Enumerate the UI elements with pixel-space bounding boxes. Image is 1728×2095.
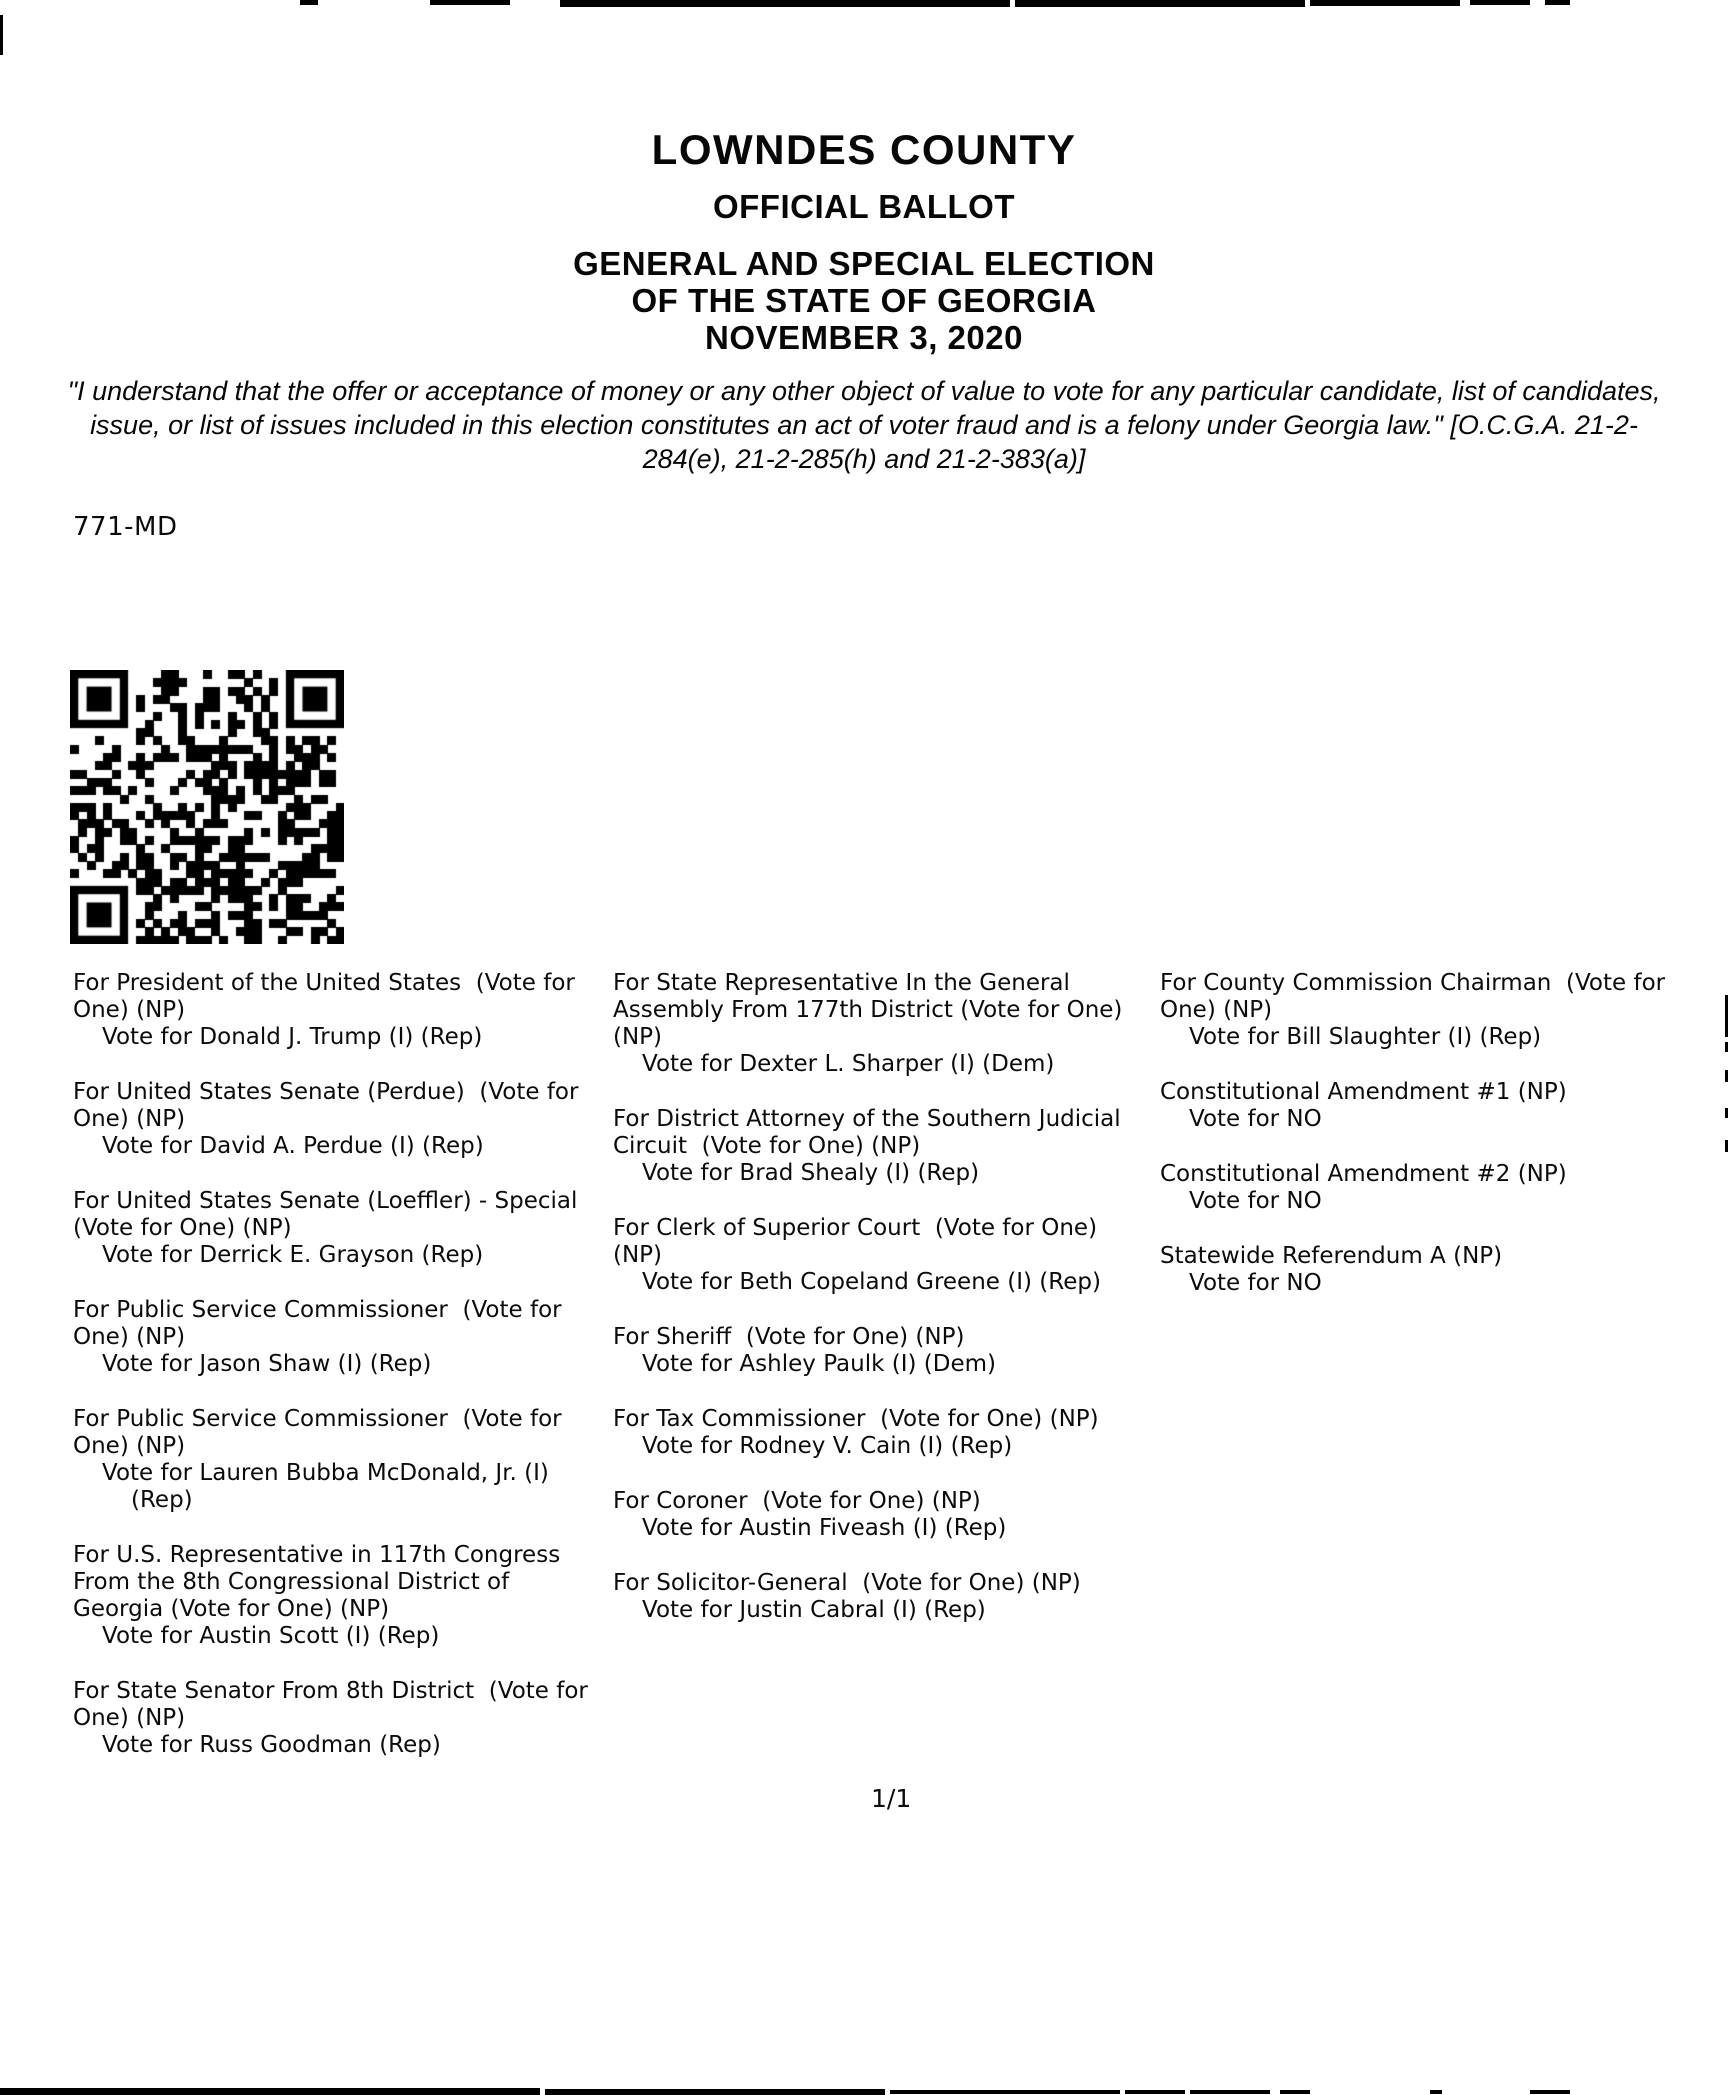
contest-selection: Vote for NO (1189, 1270, 1322, 1296)
contest (1160, 1243, 1708, 1297)
contest-columns (73, 970, 1708, 1787)
official-ballot-title: OFFICIAL BALLOT (712, 188, 1016, 225)
election-date: NOVEMBER 3, 2020 (705, 319, 1023, 356)
contest (73, 1406, 613, 1514)
scan-artifact (1545, 0, 1570, 5)
contest-selection: Vote for Russ Goodman (Rep) (102, 1732, 441, 1758)
contest (613, 970, 1160, 1078)
scan-artifact (0, 15, 3, 55)
voter-fraud-disclaimer: "I understand that the offer or acceptance of money or any other object of value to vote for any particular candidate, list of candidates, issue, or list of issues included in this election constitutes an act of voter fraud and is a felony under Georgia law." [O.C.G.A. 21-2-284(e), 21-2-285(h) and 21-2-383(a)] (67, 376, 1661, 474)
contest-title: For United States Senate (Loeffler) - Special (Vote for One) (NP) (73, 1188, 593, 1241)
scan-artifact (1190, 2090, 1270, 2094)
contest-title: For Sheriff (Vote for One) (NP) (613, 1324, 965, 1350)
election-title (0, 245, 1728, 356)
contest-selection: Vote for Derrick E. Grayson (Rep) (102, 1242, 484, 1268)
county-title: LOWNDES COUNTY (651, 126, 1077, 173)
contest (73, 970, 613, 1051)
contest-selection: Vote for Bill Slaughter (I) (Rep) (1189, 1024, 1542, 1050)
contest-title: For Solicitor-General (Vote for One) (NP) (613, 1570, 1081, 1596)
contest (613, 1488, 1160, 1542)
scan-artifact (300, 0, 318, 5)
contest-title: For U.S. Representative in 117th Congress From the 8th Congressional District of Georgia (Vote for One) (NP) (73, 1542, 568, 1622)
contest (613, 1215, 1160, 1296)
contest-selection: Vote for Dexter L. Sharper (I) (Dem) (642, 1051, 1055, 1077)
scan-artifact (1280, 2090, 1310, 2094)
scan-artifact (1310, 0, 1460, 6)
contest-selection: Vote for Lauren Bubba McDonald, Jr. (I) (Rep) (102, 1460, 557, 1513)
contest-title: Constitutional Amendment #1 (NP) (1160, 1079, 1567, 1105)
contest-selection: Vote for Brad Shealy (I) (Rep) (642, 1160, 980, 1186)
contest-title: For Coroner (Vote for One) (NP) (613, 1488, 981, 1514)
contest (613, 1570, 1160, 1624)
scan-artifact (430, 0, 510, 5)
contest (73, 1678, 613, 1759)
scan-artifact (560, 0, 1010, 7)
contest (613, 1406, 1160, 1460)
qr-code-image (70, 670, 344, 944)
scan-artifact (1470, 0, 1530, 5)
contest-selection: Vote for Justin Cabral (I) (Rep) (642, 1597, 986, 1623)
contest (613, 1324, 1160, 1378)
scan-artifact (890, 2090, 1120, 2094)
scan-artifact (0, 2088, 540, 2095)
scan-artifact (1125, 2090, 1185, 2094)
contest-selection: Vote for Beth Copeland Greene (I) (Rep) (642, 1269, 1101, 1295)
contest-title: For Public Service Commissioner (Vote for One) (NP) (73, 1406, 569, 1459)
contest-selection: Vote for Jason Shaw (I) (Rep) (102, 1351, 432, 1377)
scan-artifact (1530, 2090, 1570, 2094)
contest-selection: Vote for Ashley Paulk (I) (Dem) (642, 1351, 996, 1377)
contest-title: For County Commission Chairman (Vote for One) (NP) (1160, 970, 1673, 1023)
precinct-code: 771-MD (73, 512, 178, 542)
contest (73, 1188, 613, 1269)
contest (1160, 1079, 1708, 1133)
contest (1160, 970, 1708, 1051)
page-indicator: 1/1 (871, 1784, 912, 1813)
scan-artifact (1015, 0, 1305, 7)
contest (73, 1297, 613, 1378)
contest-selection: Vote for NO (1189, 1106, 1322, 1132)
scan-artifact (545, 2089, 885, 2095)
contest-title: For United States Senate (Perdue) (Vote for One) (NP) (73, 1079, 586, 1132)
election-title-line1: GENERAL AND SPECIAL ELECTION (573, 245, 1155, 282)
contest-title: For President of the United States (Vote for One) (NP) (73, 970, 583, 1023)
contest-title: Statewide Referendum A (NP) (1160, 1243, 1503, 1269)
contest-column-1 (73, 970, 613, 1787)
contest (1160, 1161, 1708, 1215)
contest-selection: Vote for Rodney V. Cain (I) (Rep) (642, 1433, 1013, 1459)
contest-title: For State Senator From 8th District (Vote for One) (NP) (73, 1678, 596, 1731)
contest-title: For Tax Commissioner (Vote for One) (NP) (613, 1406, 1099, 1432)
contest-title: For District Attorney of the Southern Judicial Circuit (Vote for One) (NP) (613, 1106, 1128, 1159)
contest (73, 1542, 613, 1650)
scan-artifact (1430, 2090, 1442, 2094)
ballot-header (0, 128, 1728, 356)
contest-title: For State Representative In the General Assembly From 177th District (Vote for One) (NP) (613, 970, 1130, 1050)
contest (73, 1079, 613, 1160)
contest-selection: Vote for David A. Perdue (I) (Rep) (102, 1133, 484, 1159)
contest-title: Constitutional Amendment #2 (NP) (1160, 1161, 1567, 1187)
contest-selection: Vote for Austin Fiveash (I) (Rep) (642, 1515, 1007, 1541)
election-title-line2: OF THE STATE OF GEORGIA (631, 282, 1097, 319)
contest-column-2 (613, 970, 1160, 1652)
contest-column-3 (1160, 970, 1708, 1325)
contest (613, 1106, 1160, 1187)
contest-selection: Vote for Donald J. Trump (I) (Rep) (102, 1024, 483, 1050)
contest-selection: Vote for NO (1189, 1188, 1322, 1214)
contest-title: For Clerk of Superior Court (Vote for One) (NP) (613, 1215, 1105, 1268)
contest-selection: Vote for Austin Scott (I) (Rep) (102, 1623, 440, 1649)
contest-title: For Public Service Commissioner (Vote for One) (NP) (73, 1297, 569, 1350)
